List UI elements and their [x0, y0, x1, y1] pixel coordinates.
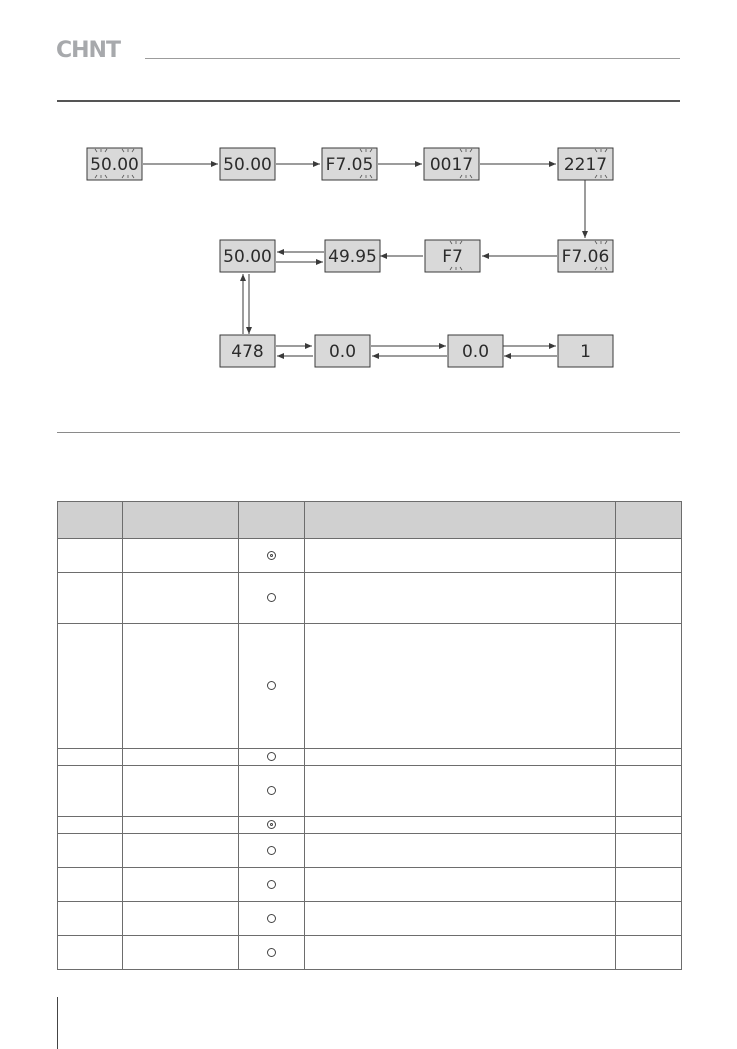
display-d2	[220, 148, 275, 180]
page-margin-rule	[57, 997, 58, 1049]
display-text: 50.00	[90, 155, 139, 175]
display-d9	[220, 240, 275, 272]
display-text: F7.06	[561, 247, 610, 267]
display-d7	[425, 240, 480, 272]
table-row	[58, 936, 682, 970]
column-header	[123, 502, 239, 539]
display-d4	[424, 148, 479, 180]
display-text: 50.00	[223, 247, 272, 267]
display-d5	[558, 148, 613, 180]
table-header-row	[58, 502, 682, 539]
display-text: 1	[580, 342, 591, 362]
display-d3	[322, 148, 377, 180]
table-row	[58, 749, 682, 766]
circle-icon	[267, 786, 276, 795]
circle-icon	[267, 846, 276, 855]
table-row	[58, 766, 682, 817]
display-d1	[87, 148, 142, 180]
circle-icon	[267, 752, 276, 761]
table-row	[58, 573, 682, 624]
circle-icon	[267, 948, 276, 957]
display-d10	[220, 335, 275, 367]
circle-icon	[267, 681, 276, 690]
table-row	[58, 539, 682, 573]
display-text: F7	[442, 247, 463, 267]
double-circle-icon	[267, 820, 276, 829]
display-text: 49.95	[328, 247, 377, 267]
section-divider	[57, 432, 680, 433]
display-text: 478	[231, 342, 264, 362]
table-row	[58, 834, 682, 868]
display-text: 50.00	[223, 155, 272, 175]
table-row	[58, 902, 682, 936]
display-d11	[315, 335, 370, 367]
display-text: F7.05	[325, 155, 374, 175]
column-header	[58, 502, 123, 539]
circle-icon	[267, 914, 276, 923]
table-row	[58, 624, 682, 749]
display-d13	[558, 335, 613, 367]
display-text: 0.0	[328, 342, 357, 362]
display-d12	[448, 335, 503, 367]
parameter-table	[57, 501, 682, 970]
column-header	[616, 502, 682, 539]
column-header	[305, 502, 616, 539]
table-row	[58, 817, 682, 834]
display-text: 0.0	[461, 342, 490, 362]
circle-icon	[267, 880, 276, 889]
column-header	[239, 502, 305, 539]
table-row	[58, 868, 682, 902]
display-d8	[325, 240, 380, 272]
operation-flow-diagram	[0, 0, 737, 430]
display-text: 0017	[429, 155, 474, 175]
display-d6	[558, 240, 613, 272]
circle-icon	[267, 593, 276, 602]
display-text: 2217	[563, 155, 608, 175]
chint-logo: CHNT	[56, 38, 120, 63]
double-circle-icon	[267, 551, 276, 560]
